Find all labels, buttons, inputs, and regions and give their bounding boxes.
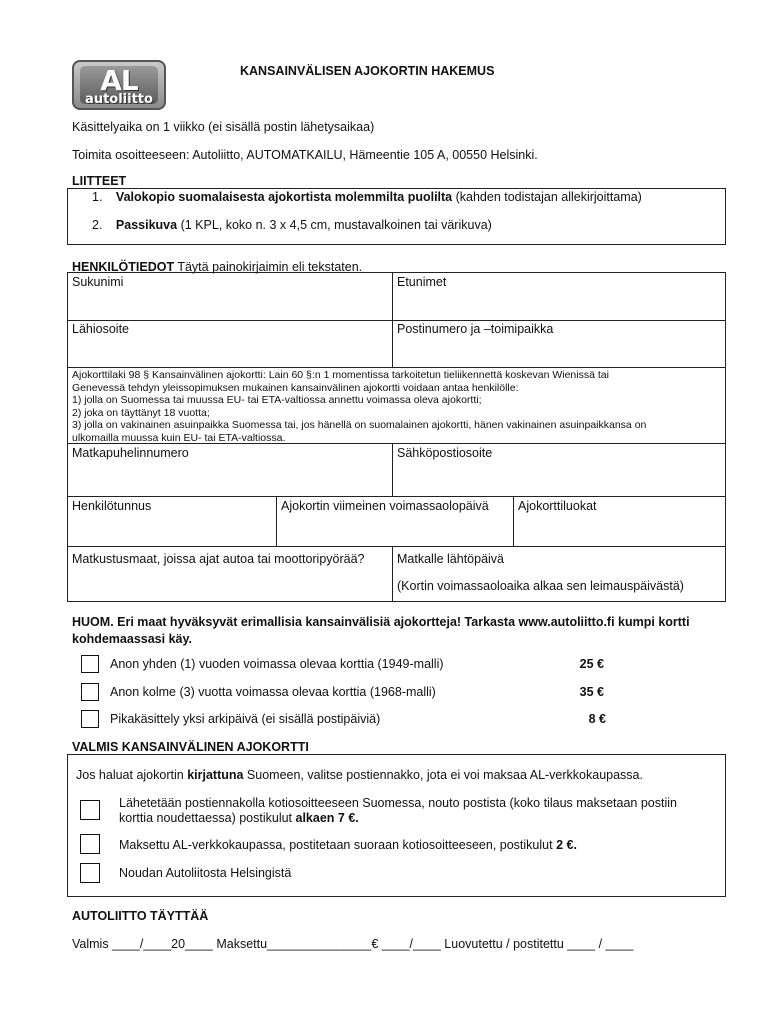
notice bbox=[72, 614, 690, 648]
logo-subtext: autoliitto bbox=[85, 92, 153, 107]
row-divider bbox=[67, 496, 726, 497]
surname-field[interactable]: Sukunimi bbox=[72, 275, 124, 289]
address-field[interactable]: Lähiosoite bbox=[72, 322, 129, 336]
delivery-intro bbox=[76, 768, 643, 782]
webshop-text: Maksettu AL-verkkokaupassa, postitetaan suoraan kotiosoitteeseen, postikulut bbox=[119, 838, 557, 852]
law-line: 2) joka on täyttänyt 18 vuotta; bbox=[72, 406, 210, 419]
pickup-label: Noudan Autoliitosta Helsingistä bbox=[119, 866, 292, 880]
law-line: Ajokorttilaki 98 § Kansainvälinen ajokortti: Lain 60 §:n 1 momentissa tarkoitetun tieliikennettä koskevan Wienissä tai bbox=[72, 369, 609, 381]
delivery-intro-bold: kirjattuna bbox=[187, 768, 244, 782]
pickup-checkbox[interactable] bbox=[80, 863, 100, 883]
logo-text: AL bbox=[100, 64, 138, 97]
option-1949-label: Anon yhden (1) vuoden voimassa olevaa korttia (1949-malli) bbox=[110, 657, 444, 671]
delivery-intro-a: Jos haluat ajokortin bbox=[76, 768, 188, 782]
cod-delivery-label bbox=[119, 796, 677, 826]
cod-delivery-checkbox[interactable] bbox=[80, 800, 100, 820]
email-field[interactable]: Sähköpostiosoite bbox=[397, 446, 493, 460]
autoliitto-logo bbox=[72, 60, 166, 110]
law-line: 3) jolla on vakinainen asuinpaikka Suomessa tai, jos hänellä on suomalainen ajokortti, hänen vakinainen asuinpaikkansa on bbox=[72, 419, 647, 432]
license-classes-field[interactable]: Ajokorttiluokat bbox=[518, 499, 597, 513]
attachments-heading: LIITTEET bbox=[72, 174, 127, 188]
column-divider bbox=[392, 272, 393, 367]
option-1949-checkbox[interactable] bbox=[81, 655, 99, 673]
firstnames-field[interactable]: Etunimet bbox=[397, 275, 447, 289]
cod-line-2-text: korttia noudettaessa) postikulut bbox=[119, 811, 296, 825]
delivery-heading: VALMIS KANSAINVÄLINEN AJOKORTTI bbox=[72, 740, 309, 754]
column-divider bbox=[276, 496, 277, 546]
option-express-checkbox[interactable] bbox=[81, 710, 99, 728]
option-express-price: 8 € bbox=[588, 712, 606, 726]
office-fill-line: Valmis ____/____20____ Maksettu_______________€ ____/____ Luovutettu / postitettu ____ / ____ bbox=[72, 937, 634, 951]
attachment-2-rest: (1 KPL, koko n. 3 x 4,5 cm, mustavalkoinen tai värikuva) bbox=[177, 218, 492, 232]
processing-time: Käsittelyaika on 1 viikko (ei sisällä postin lähetysaikaa) bbox=[72, 120, 375, 134]
law-line: 1) jolla on Suomessa tai muussa EU- tai ETA-valtiossa annettu voimassa oleva ajokortti; bbox=[72, 394, 482, 407]
webshop-delivery-checkbox[interactable] bbox=[80, 834, 100, 854]
column-divider bbox=[392, 443, 393, 496]
notice-line: kohdemaassasi käy. bbox=[72, 632, 192, 646]
option-1968-price: 35 € bbox=[579, 685, 604, 699]
law-line: ulkomailla muussa kuin EU- tai ETA-valtiossa. bbox=[72, 431, 286, 444]
personal-heading-bold: HENKILÖTIEDOT bbox=[72, 260, 175, 274]
attachment-2-bold: Passikuva bbox=[115, 218, 178, 232]
attachment-2 bbox=[92, 218, 492, 232]
option-1968-label: Anon kolme (3) vuotta voimassa olevaa korttia (1968-malli) bbox=[110, 685, 436, 699]
row-divider bbox=[67, 320, 726, 321]
attachment-1-number: 1. bbox=[92, 190, 103, 204]
delivery-address: Toimita osoitteeseen: Autoliitto, AUTOMATKAILU, Hämeentie 105 A, 00550 Helsinki. bbox=[72, 148, 538, 162]
law-line: Genevessä tehdyn yleissopimuksen mukainen kansainvälinen ajokortti voidaan antaa henkilölle: bbox=[72, 381, 519, 394]
validity-note: (Kortin voimassaoloaika alkaa sen leimauspäivästä) bbox=[397, 579, 684, 593]
attachment-1-rest: (kahden todistajan allekirjoittama) bbox=[452, 190, 642, 204]
license-expiry-field[interactable]: Ajokortin viimeinen voimassaolopäivä bbox=[281, 499, 489, 513]
postal-field[interactable]: Postinumero ja –toimipaikka bbox=[397, 322, 554, 336]
mobile-field[interactable]: Matkapuhelinnumero bbox=[72, 446, 189, 460]
departure-field[interactable]: Matkalle lähtöpäivä bbox=[397, 552, 505, 566]
ssn-field[interactable]: Henkilötunnus bbox=[72, 499, 152, 513]
personal-heading-rest: Täytä painokirjaimin eli tekstaten. bbox=[174, 260, 363, 274]
office-heading: AUTOLIITTO TÄYTTÄÄ bbox=[72, 909, 209, 923]
row-divider bbox=[67, 367, 726, 368]
form-title: KANSAINVÄLISEN AJOKORTIN HAKEMUS bbox=[240, 64, 495, 78]
row-divider bbox=[67, 546, 726, 547]
law-text bbox=[72, 369, 722, 445]
webshop-delivery-label bbox=[119, 838, 577, 852]
webshop-price: 2 €. bbox=[556, 838, 577, 852]
option-1949-price: 25 € bbox=[579, 657, 604, 671]
column-divider bbox=[392, 546, 393, 602]
delivery-intro-b: Suomeen, valitse postiennakko, jota ei voi maksaa AL-verkkokaupassa. bbox=[243, 768, 643, 782]
notice-line: HUOM. Eri maat hyväksyvät erimallisia kansainvälisiä ajokortteja! Tarkasta www.autoliitto.fi kumpi kortti bbox=[72, 615, 690, 629]
cod-line-2 bbox=[119, 811, 677, 826]
attachment-1-bold: Valokopio suomalaisesta ajokortista molemmilta puolilta bbox=[115, 190, 453, 204]
cod-price: alkaen 7 €. bbox=[295, 811, 359, 825]
attachment-1 bbox=[92, 190, 642, 204]
option-express-label: Pikakäsittely yksi arkipäivä (ei sisällä postipäiviä) bbox=[110, 712, 381, 726]
cod-line-1: Lähetetään postiennakolla kotiosoitteeseen Suomessa, nouto postista (koko tilaus maksetaan postiin bbox=[119, 796, 677, 810]
attachment-2-number: 2. bbox=[92, 218, 103, 232]
option-1968-checkbox[interactable] bbox=[81, 683, 99, 701]
countries-field[interactable]: Matkustusmaat, joissa ajat autoa tai moottoripyörää? bbox=[72, 552, 365, 566]
column-divider bbox=[513, 496, 514, 546]
